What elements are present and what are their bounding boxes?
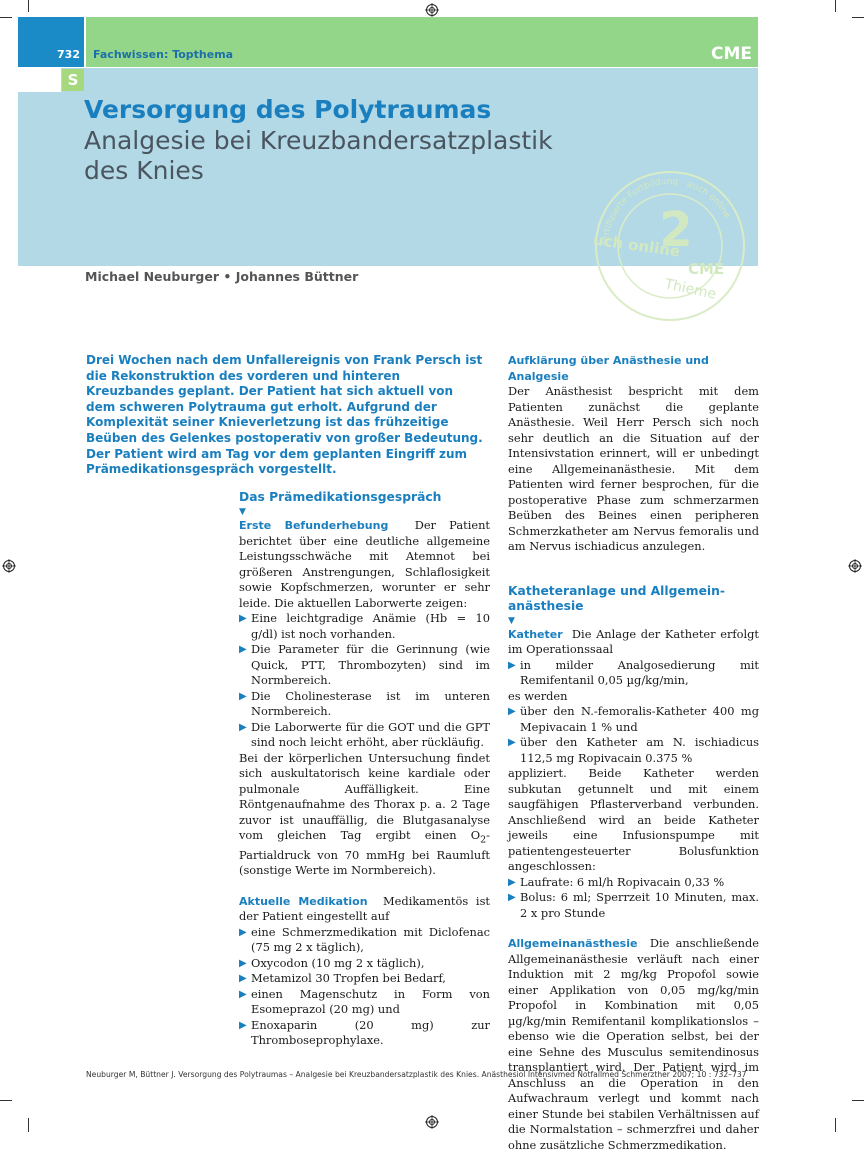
- crop-mark: [0, 17, 12, 18]
- paragraph: [239, 751, 490, 879]
- list-item-text: Die Laborwerte für die GOT und die GPT sind noch leicht erhöht, aber rückläufig.: [251, 719, 490, 749]
- column-right: [508, 353, 759, 1153]
- bullet-triangle-icon: ▶: [508, 892, 516, 903]
- crop-mark: [0, 1100, 12, 1101]
- registration-mark-icon: [425, 1115, 439, 1129]
- subtitle-line: des Knies: [84, 156, 204, 185]
- list-item-text: über den N.-femoralis-Katheter 400 mg Mepivacain 1 % und: [520, 704, 759, 734]
- list-item: [239, 720, 490, 751]
- bullet-triangle-icon: ▶: [239, 988, 247, 1000]
- list-item: [508, 875, 759, 891]
- list-item-text: über den Katheter am N. ischiadicus 112,5 mg Ropivacain 0.375 %: [520, 735, 759, 765]
- list-item-text: Laufrate: 6 ml/h Ropivacain 0,33 %: [520, 874, 725, 889]
- medication-list: [239, 925, 490, 1049]
- paragraph: [508, 627, 759, 658]
- paragraph-text: Die Anlage der Katheter erfolgt im Operationssaal: [508, 626, 759, 656]
- column-middle: [239, 490, 490, 1049]
- cme-label: CME: [710, 44, 752, 64]
- stamp-number: 2: [659, 202, 693, 258]
- paragraph: [508, 936, 759, 1153]
- paragraph: [239, 518, 490, 611]
- list-item-text: Die Parameter für die Gerinnung (wie Quick, PTT, Thrombozyten) sind im Normbereich.: [251, 642, 490, 687]
- paragraph-keyword: Erste Befunderhebung: [239, 519, 389, 532]
- list-item: [239, 925, 490, 956]
- paragraph: es werden: [508, 688, 568, 703]
- pump-list: [508, 875, 759, 922]
- paragraph-keyword: Katheter: [508, 627, 563, 641]
- list-item: [508, 658, 759, 689]
- crop-mark: [835, 1118, 836, 1132]
- katheter-dose-list: [508, 704, 759, 766]
- article-subtitle: [84, 126, 604, 186]
- list-item-text: Die Cholinesterase ist im unteren Normbereich.: [251, 688, 490, 718]
- triangle-down-icon: ▼: [508, 615, 515, 626]
- bullet-triangle-icon: ▶: [508, 876, 516, 888]
- registration-mark-icon: [848, 559, 862, 573]
- bullet-triangle-icon: ▶: [239, 973, 247, 985]
- bullet-triangle-icon: ▶: [239, 721, 247, 733]
- lead-paragraph: Drei Wochen nach dem Unfallereignis von Frank Persch ist die Rekonstruktion des vorderen und hinteren Kreuzbandes geplant. Der Patient hat sich aktuell von dem schweren Polytrauma gut erholt. Aufgrund der Komplexität seiner Knieverletzung ist das frühzeitige Beüben des Gelenkes postoperativ von großer Bedeutung. Der Patient wird am Tag vor dem geplanten Eingriff zum Prämedikationsgespräch vorgestellt.: [86, 353, 483, 477]
- bullet-triangle-icon: ▶: [239, 644, 247, 655]
- paragraph: [239, 894, 490, 925]
- authors: Michael Neuburger • Johannes Büttner: [85, 269, 359, 284]
- bullet-triangle-icon: ▶: [239, 926, 247, 938]
- crop-mark: [835, 0, 836, 12]
- triangle-down-icon: ▼: [239, 507, 246, 517]
- title-panel-notch: [18, 68, 61, 92]
- paragraph-text: -Partialdruck von 70 mmHg bei Raumluft (sonstige Werte im Normbereich).: [239, 828, 490, 878]
- crop-mark: [852, 17, 864, 18]
- bullet-triangle-icon: ▶: [508, 706, 516, 717]
- katheter-list: [508, 658, 759, 689]
- stamp-thieme: Thieme: [663, 276, 718, 303]
- crop-mark: [28, 1118, 29, 1132]
- list-item: [239, 1018, 490, 1049]
- list-item-text: Enoxaparin (20 mg) zur Thromboseprophylaxe.: [251, 1017, 490, 1048]
- section-heading-line: Katheteranlage und Allgemein-: [508, 583, 725, 598]
- registration-mark-icon: [425, 3, 439, 17]
- bullet-triangle-icon: ▶: [508, 737, 516, 748]
- list-item-text: Eine leichtgradige Anämie (Hb = 10 g/dl) ist noch vorhanden.: [251, 611, 490, 641]
- crop-mark: [852, 1100, 864, 1101]
- stamp-auch-online: auch online: [592, 229, 682, 261]
- stamp-ring-text: zertifizierte Fortbildung · auch online: [600, 176, 732, 247]
- list-item: [508, 735, 759, 766]
- registration-mark-icon: [2, 559, 16, 573]
- list-item: [239, 689, 490, 720]
- section-heading: Das Prämedikationsgespräch: [239, 490, 442, 504]
- paragraph-text: Der Patient berichtet über eine deutliche allgemeine Leistungsschwäche mit Atemnot bei größeren Anstrengungen, Schlaflosigkeit sowie Kopfschmerzen, worunter er sehr leide. Die aktuellen Laborwerte zeigen:: [239, 518, 490, 610]
- list-item-text: in milder Analgosedierung mit Remifentanil 0,05 µg/kg/min,: [520, 657, 759, 687]
- paragraph: Der Anästhesist bespricht mit dem Patienten zunächst die geplante Anästhesie. Weil Herr Persch sich noch sehr deutlich an die Situation auf der Intensivstation erinnert, will er unbedingt eine Allgemeinanästhesie. Mit dem Patienten wird ferner besprochen, für die postoperative Phase zum schmerzarmen Beüben des Beines einen peripheren Schmerzkatheter am Nervus femoralis und am Nervus ischiadicus anzulegen.: [508, 384, 759, 553]
- bullet-triangle-icon: ▶: [239, 957, 247, 969]
- paragraph-text: Medikamentös ist der Patient eingestellt auf: [239, 893, 490, 924]
- page-number: 732: [57, 48, 80, 61]
- cme-stamp-icon: [592, 168, 748, 324]
- paragraph-text: Bei der körperlichen Untersuchung findet sich auskultatorisch keine kardiale oder pulmonale Auffälligkeit. Eine Röntgenaufnahme des Thorax p. a. 2 Tage zuvor ist unauffällig, die Blutgasanalyse vom gleichen Tag ergibt einen O: [239, 750, 490, 842]
- paragraph-keyword: Aktuelle Medikation: [239, 894, 368, 908]
- bullet-triangle-icon: ▶: [508, 659, 516, 671]
- paragraph-text: Die anschließende Allgemeinanästhesie verläuft nach einer Induktion mit 2 mg/kg Propofol sowie einer Applikation von 0,05 mg/kg/min Propofol in Kombination mit 0,05 µg/kg/min Remifentanil komplikationslos – ebenso wie die Operation selbst, bei der eine Sehne des Musculus semitendinosus transplantiert wird. Der Patient wird im Anschluss an die Operation in den Aufwachraum verlegt und kommt nach einer Stunde bei stabilen Verhältnissen auf die Normalstation – schmerzfrei und daher ohne zusätzliche Schmerzmedikation.: [508, 936, 759, 1152]
- crop-mark: [28, 0, 29, 12]
- list-item: [508, 890, 759, 921]
- s-marker-badge: S: [62, 69, 84, 91]
- list-item-text: Oxycodon (10 mg 2 x täglich),: [251, 955, 425, 970]
- stamp-cme: CME: [688, 260, 725, 278]
- paragraph: appliziert. Beide Katheter werden subkutan getunnelt und mit einem saugfähigen Pflasterverband verbunden. Anschließend wird an beide Katheter jeweils eine Infusionspumpe mit patientengesteuerter Bolusfunktion angeschlossen:: [508, 766, 759, 873]
- list-item: [239, 611, 490, 642]
- bullet-triangle-icon: ▶: [239, 690, 247, 702]
- list-item-text: Metamizol 30 Tropfen bei Bedarf,: [251, 971, 446, 986]
- bullet-triangle-icon: ▶: [239, 1019, 247, 1031]
- bullet-triangle-icon: ▶: [239, 613, 247, 624]
- list-item-text: Bolus: 6 ml; Sperrzeit 10 Minuten, max. 2 x pro Stunde: [520, 890, 759, 920]
- list-item: [239, 987, 490, 1018]
- list-item: [239, 971, 490, 987]
- section-heading: [508, 584, 759, 614]
- paragraph-keyword: Allgemeinanästhesie: [508, 937, 638, 950]
- subtitle-line: Analgesie bei Kreuzbandersatzplastik: [84, 126, 553, 155]
- list-item-text: einen Magenschutz in Form von Esomeprazol (20 mg) und: [251, 986, 490, 1017]
- article-title: Versorgung des Polytraumas: [84, 95, 492, 124]
- subscript: 2: [480, 834, 487, 846]
- list-item-text: eine Schmerzmedikation mit Diclofenac (75 mg 2 x täglich),: [251, 924, 490, 955]
- citation-footer: Neuburger M, Büttner J. Versorgung des Polytraumas – Analgesie bei Kreuzbandersatzplastik des Knies. Anästhesiol Intensivmed Notfallmed Schmerzther 2007; 10 : 732–737: [86, 1070, 747, 1079]
- section-label: Fachwissen: Topthema: [93, 48, 234, 61]
- list-item: [239, 642, 490, 689]
- paragraph-keyword: Aufklärung über Anästhesie und Analgesie: [508, 354, 709, 383]
- labor-list: [239, 611, 490, 751]
- list-item: [239, 956, 490, 972]
- section-heading-line: anästhesie: [508, 598, 584, 613]
- list-item: [508, 704, 759, 735]
